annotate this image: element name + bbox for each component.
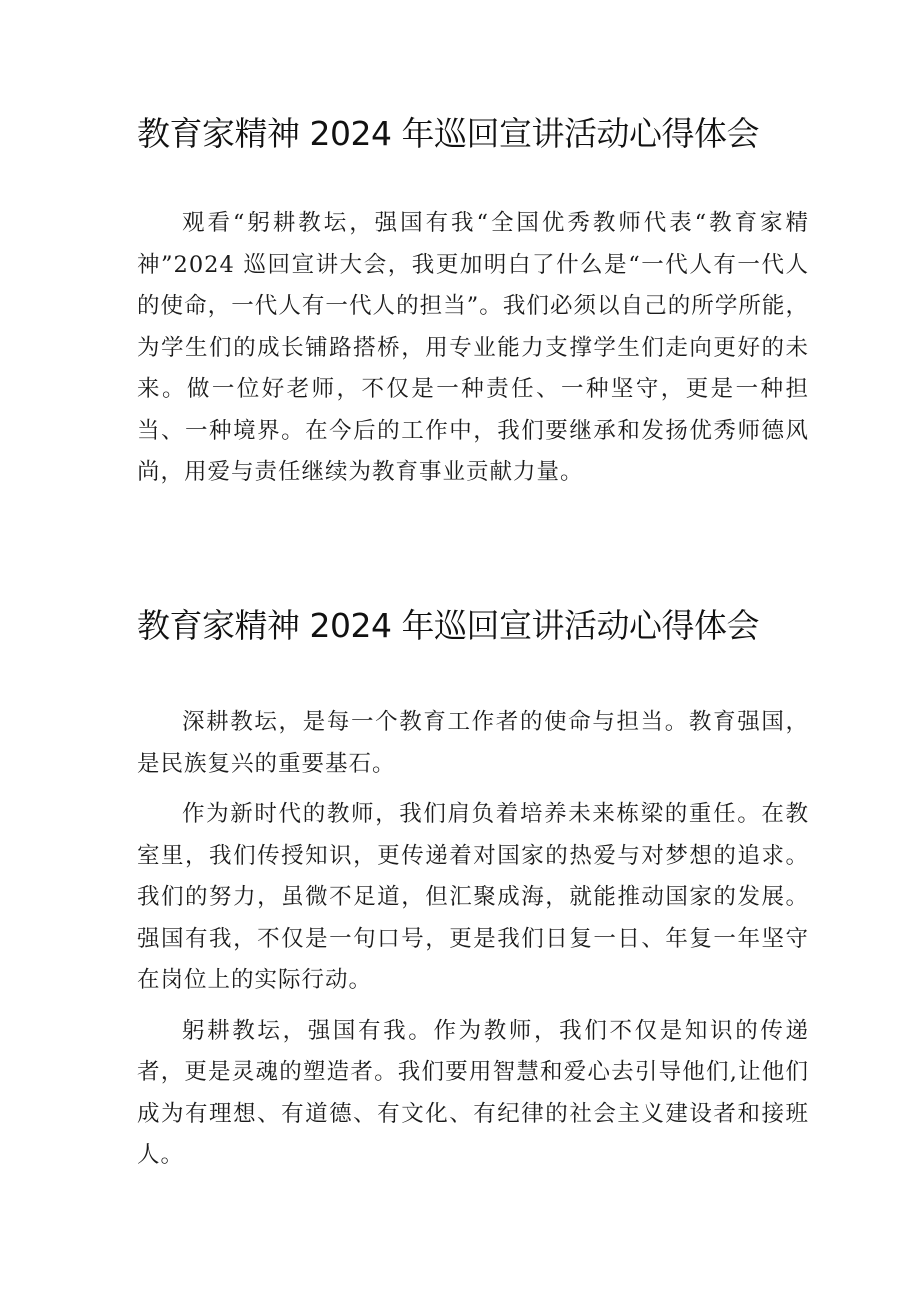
- section-2-title: 教育家精神 2024 年巡回宣讲活动心得体会: [137, 606, 759, 645]
- section-1-body: [137, 203, 809, 494]
- section-2-paragraph-2: 作为新时代的教师，我们肩负着培养未来栋梁的重任。在教室里，我们传授知识，更传递着对国家的热爱与对梦想的追求。我们的努力，虽微不足道，但汇聚成海，就能推动国家的发展。强国有我，不仅是一句口号，更是我们日复一日、年复一年坚守在岗位上的实际行动。: [137, 801, 809, 993]
- essay-section-1: [137, 110, 809, 494]
- section-1-title: 教育家精神 2024 年巡回宣讲活动心得体会: [137, 114, 759, 153]
- section-2-paragraph-1: 深耕教坛，是每一个教育工作者的使命与担当。教育强国，是民族复兴的重要基石。: [137, 709, 809, 777]
- section-1-paragraph-1: 观看“躬耕教坛，强国有我“全国优秀教师代表“教育家精神”2024 巡回宣讲大会，我更加明白了什么是“一代人有一代人的使命，一代人有一代人的担当”。我们必须以自己的所学所能，为学生们的成长铺路搭桥，用专业能力支撑学生们走向更好的未来。做一位好老师，不仅是一种责任、一种坚守，更是一种担当、一种境界。在今后的工作中，我们要继承和发扬优秀师德风尚，用爱与责任继续为教育事业贡献力量。: [137, 210, 809, 485]
- section-2-paragraph-3: 躬耕教坛，强国有我。作为教师，我们不仅是知识的传递者，更是灵魂的塑造者。我们要用智慧和爱心去引导他们,让他们成为有理想、有道德、有文化、有纪律的社会主义建设者和接班人。: [137, 1017, 809, 1168]
- essay-section-2: [137, 602, 809, 1177]
- section-2-body: [137, 702, 809, 1177]
